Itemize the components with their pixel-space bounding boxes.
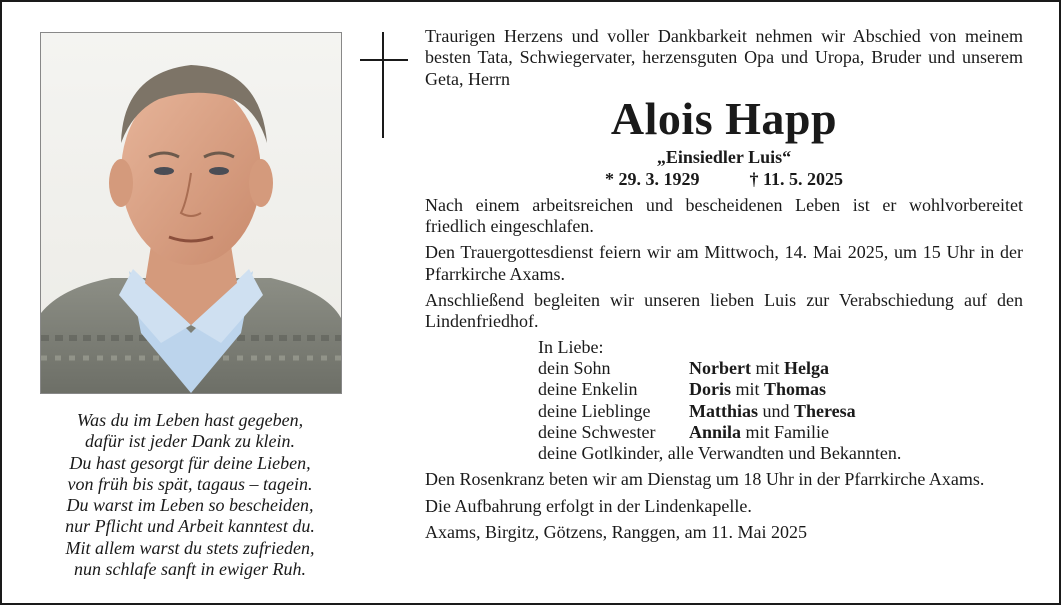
poem-line: dafür ist jeder Dank zu klein. — [85, 431, 295, 452]
relative-row: deine Enkelin Doris mit Thomas — [538, 379, 827, 400]
relative-name: Thomas — [764, 379, 827, 400]
memorial-poem — [22, 410, 358, 580]
relative-name: Norbert — [689, 357, 751, 378]
relatives-list — [538, 358, 901, 464]
death-date: † 11. 5. 2025 — [749, 168, 843, 189]
relative-row: deine Schwester Annila mit Familie — [538, 421, 830, 442]
portrait-photo — [40, 32, 342, 394]
farewell-paragraph: Anschließend begleiten wir unseren lieben Luis zur Verabschiedung auf den Lindenfriedhof. — [425, 290, 1023, 332]
laying-out-paragraph: Die Aufbahrung erfolgt in der Lindenkapelle. — [425, 495, 752, 516]
relative-name: Theresa — [794, 400, 856, 421]
cross-icon — [360, 32, 408, 138]
intro-text: Traurigen Herzens und voller Dankbarkeit nehmen wir Abschied von meinem besten Tata, Schwiegervater, herzensguten Opa und Uropa, Bruder und unserem Geta, Herrn — [425, 26, 1023, 89]
poem-line: Was du im Leben hast gegeben, — [76, 410, 304, 430]
relation: deine Schwester — [538, 421, 656, 442]
poem-line: von früh bis spät, tagaus – tagein. — [67, 473, 313, 494]
relative-row: dein Sohn Norbert mit Helga — [538, 357, 829, 378]
relative-name: Annila — [689, 421, 742, 442]
nickname: „Einsiedler Luis“ — [656, 146, 792, 167]
relation: deine Enkelin — [538, 379, 638, 400]
relative-row — [538, 443, 901, 464]
poem-line: nur Pflicht und Arbeit kanntest du. — [65, 516, 315, 537]
poem-line: Du hast gesorgt für deine Lieben, — [69, 452, 311, 473]
godchildren-line: deine Gotlkinder, alle Verwandten und Bekannten. — [538, 443, 902, 464]
notice-text — [425, 26, 1023, 543]
place-date: Axams, Birgitz, Götzens, Ranggen, am 11. Mai 2025 — [425, 522, 807, 543]
relative-row: deine Lieblinge Matthias und Theresa — [538, 400, 856, 421]
poem-line: nun schlafe sanft in ewiger Ruh. — [74, 559, 306, 580]
deceased-name: Alois Happ — [610, 92, 838, 144]
rosary-paragraph: Den Rosenkranz beten wir am Dienstag um 18 Uhr in der Pfarrkirche Axams. — [425, 469, 985, 490]
love-label: In Liebe: — [538, 336, 604, 357]
life-dates — [425, 168, 1023, 190]
poem-line: Du warst im Leben so bescheiden, — [66, 495, 314, 516]
service-paragraph: Den Trauergottesdienst feiern wir am Mittwoch, 14. Mai 2025, um 15 Uhr in der Pfarrkirche Axams. — [425, 242, 1023, 284]
life-paragraph: Nach einem arbeitsreichen und bescheidenen Leben ist er wohlvorbereitet friedlich eingeschlafen. — [425, 194, 1023, 237]
relative-name: Helga — [784, 357, 829, 378]
relative-name: Matthias — [689, 400, 758, 421]
relation: deine Lieblinge — [538, 400, 651, 421]
birth-date: * 29. 3. 1929 — [604, 168, 700, 189]
poem-line: Mit allem warst du stets zufrieden, — [65, 537, 315, 558]
relation: dein Sohn — [538, 357, 611, 378]
relative-name: Doris — [689, 379, 731, 400]
